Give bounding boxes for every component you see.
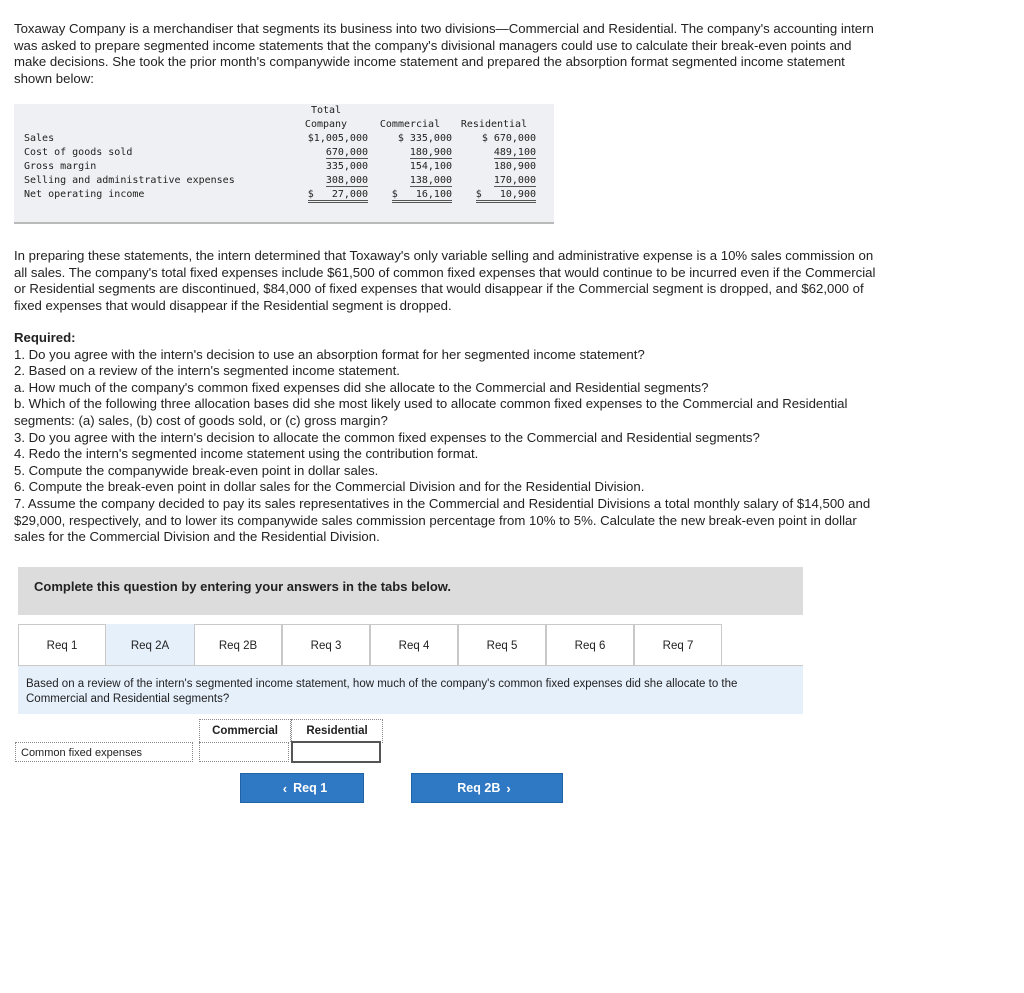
tab-req-3[interactable]: Req 3 bbox=[282, 624, 370, 666]
instructions-bar bbox=[18, 567, 803, 615]
row-label: Cost of goods sold bbox=[24, 147, 133, 158]
prev-req-button[interactable] bbox=[240, 773, 364, 803]
chevron-right-icon: › bbox=[506, 780, 511, 796]
row-label: Selling and administrative expenses bbox=[24, 175, 235, 186]
row-label: Sales bbox=[24, 133, 55, 144]
expense-details-text: In preparing these statements, the intern determined that Toxaway's only variable selling and administrative expense is a 10% sales commission on all sales. The company's total fixed expenses include $61,500 of common fixed expenses that would continue to be incurred even if the Commercial or Residential segments are discontinued, $84,000 of fixed expenses that would disappear if the Commercial segment is dropped, and $62,000 of fixed expenses that would disappear if the Residential segment is dropped. bbox=[14, 248, 876, 313]
statement-row bbox=[24, 174, 536, 188]
required-item: 3. Do you agree with the intern's decision to allocate the common fixed expenses to the Commercial and Residential segments? bbox=[14, 429, 760, 445]
cell-residential: 180,900 bbox=[493, 161, 536, 172]
tab-req-2a[interactable]: Req 2A bbox=[106, 624, 194, 666]
header-residential: Residential bbox=[460, 119, 528, 130]
income-statement bbox=[14, 104, 554, 224]
header-commercial: Commercial bbox=[379, 119, 441, 130]
statement-row bbox=[24, 146, 536, 160]
row-label: Gross margin bbox=[24, 161, 97, 172]
cell-commercial: 180,900 bbox=[409, 147, 452, 158]
cell-residential: 489,100 bbox=[493, 147, 536, 158]
commercial-amount-input[interactable] bbox=[200, 743, 292, 763]
residential-input-cell[interactable] bbox=[291, 741, 381, 763]
cell-total: 27,000 bbox=[331, 189, 368, 200]
cell-total-sign: $ bbox=[307, 189, 314, 200]
cell-residential-sign: $ bbox=[475, 189, 482, 200]
tab-req-6[interactable]: Req 6 bbox=[546, 624, 634, 666]
statement-row bbox=[24, 188, 536, 202]
cell-total: 670,000 bbox=[325, 147, 368, 158]
required-item: 4. Redo the intern's segmented income statement using the contribution format. bbox=[14, 446, 479, 462]
row-label-common-fixed-expenses: Common fixed expenses bbox=[15, 742, 193, 762]
row-label: Net operating income bbox=[24, 189, 145, 200]
tab-req-7[interactable]: Req 7 bbox=[634, 624, 722, 666]
prev-req-label: Req 1 bbox=[293, 781, 328, 795]
tab-req-1[interactable]: Req 1 bbox=[18, 624, 106, 666]
next-req-button[interactable] bbox=[411, 773, 563, 803]
cell-commercial-sign: $ bbox=[391, 189, 398, 200]
question-text: Based on a review of the intern's segmented income statement, how much of the company's common fixed expenses did she allocate to the Commercial and Residential segments? bbox=[26, 678, 738, 705]
cell-residential: $ 670,000 bbox=[481, 133, 536, 144]
cell-total: 308,000 bbox=[325, 175, 368, 186]
required-item: 2. Based on a review of the intern's segmented income statement. bbox=[14, 363, 400, 379]
statement-row bbox=[24, 160, 536, 174]
required-section bbox=[14, 330, 884, 546]
statement-row bbox=[24, 132, 536, 146]
residential-amount-input[interactable] bbox=[293, 743, 383, 763]
header-total-line1: Total bbox=[310, 105, 342, 116]
commercial-input-cell[interactable] bbox=[199, 742, 289, 762]
tab-req-4[interactable]: Req 4 bbox=[370, 624, 458, 666]
next-req-label: Req 2B bbox=[457, 781, 501, 795]
cell-total: 335,000 bbox=[325, 161, 368, 172]
header-total-line2: Company bbox=[304, 119, 348, 130]
required-item: a. How much of the company's common fixed expenses did she allocate to the Commercial and Residential segments? bbox=[14, 379, 709, 395]
column-header-residential: Residential bbox=[291, 719, 383, 743]
instructions-text: Complete this question by entering your answers in the tabs below. bbox=[34, 579, 452, 594]
required-item: 6. Compute the break-even point in dollar sales for the Commercial Division and for the Residential Division. bbox=[14, 479, 645, 495]
cell-commercial: 154,100 bbox=[409, 161, 452, 172]
cell-residential: 170,000 bbox=[493, 175, 536, 186]
required-item: 7. Assume the company decided to pay its sales representatives in the Commercial and Residential Divisions a total monthly salary of $14,500 and $29,000, respectively, and to lower its companywide sales commission percentage from 10% to 5%. Calculate the new break-even point in dollar sales for the Commercial Division and the Residential Division. bbox=[14, 495, 871, 545]
tab-req-2b[interactable]: Req 2B bbox=[194, 624, 282, 666]
cell-total: $1,005,000 bbox=[307, 133, 368, 144]
question-panel bbox=[18, 666, 803, 714]
intro-text: Toxaway Company is a merchandiser that segments its business into two divisions—Commercial and Residential. The company's accounting intern was asked to prepare segmented income statements that the company's divisional managers could use to calculate their break-even points and make decisions. She took the prior month's companywide income statement and prepared the absorption format segmented income statement shown below: bbox=[14, 21, 874, 86]
income-statement-table bbox=[24, 104, 536, 202]
required-item: 5. Compute the companywide break-even point in dollar sales. bbox=[14, 462, 379, 478]
tab-req-5[interactable]: Req 5 bbox=[458, 624, 546, 666]
cell-commercial: 138,000 bbox=[409, 175, 452, 186]
required-item: b. Which of the following three allocation bases did she most likely used to allocate common fixed expenses to the Commercial and Residential segments: (a) sales, (b) cost of goods sold, or (c) gross margin? bbox=[14, 396, 848, 428]
required-item: 1. Do you agree with the intern's decision to use an absorption format for her segmented income statement? bbox=[14, 346, 645, 362]
chevron-left-icon: ‹ bbox=[282, 780, 288, 796]
cell-residential: 10,900 bbox=[499, 189, 536, 200]
required-title: Required: bbox=[14, 330, 76, 345]
cell-commercial: $ 335,000 bbox=[397, 133, 452, 144]
column-header-commercial: Commercial bbox=[199, 719, 291, 742]
cell-commercial: 16,100 bbox=[415, 189, 452, 200]
